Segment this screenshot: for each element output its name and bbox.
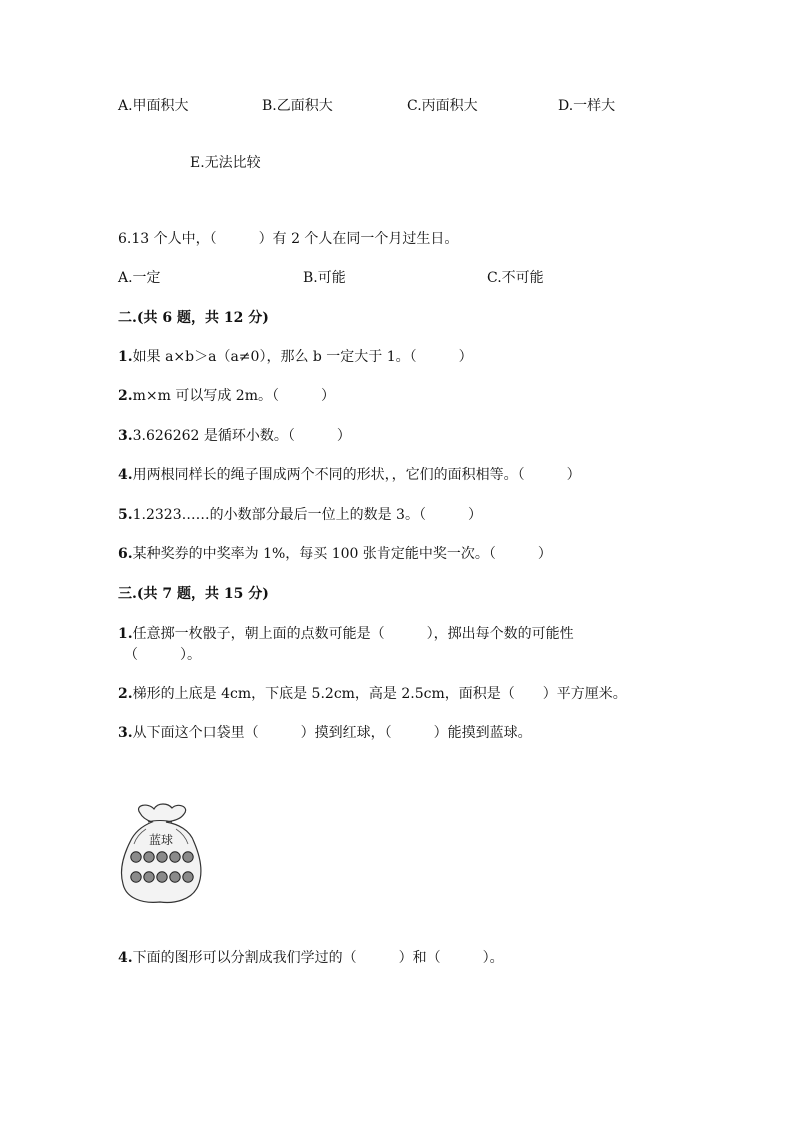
bag-label: 蓝球 bbox=[148, 833, 174, 847]
blue-ball bbox=[157, 872, 167, 882]
s3-item-3 bbox=[118, 723, 532, 743]
s3-item-4-number: 4. bbox=[118, 950, 133, 966]
blue-ball bbox=[144, 852, 154, 862]
q5-option-b: B.乙面积大 bbox=[262, 98, 333, 114]
s3-item-4 bbox=[118, 948, 504, 968]
q6-stem: 6.13 个人中，（ ）有 2 个人在同一个月过生日。 bbox=[118, 231, 459, 247]
s2-item-1 bbox=[118, 347, 473, 367]
blue-ball bbox=[131, 852, 141, 862]
blue-ball bbox=[183, 872, 193, 882]
s2-item-1-text: 如果 a×b＞a（a≠0），那么 b 一定大于 1。（ ） bbox=[132, 349, 473, 365]
s3-item-1-number: 1. bbox=[118, 626, 133, 642]
s2-item-6 bbox=[118, 544, 552, 564]
q5-option-a: A.甲面积大 bbox=[118, 98, 189, 114]
blue-ball bbox=[170, 852, 180, 862]
s2-item-6-number: 6. bbox=[118, 546, 133, 562]
blue-ball bbox=[170, 872, 180, 882]
s2-item-5-text: 1.2323……的小数部分最后一位上的数是 3。（ ） bbox=[132, 507, 482, 523]
q6-option-c: C.不可能 bbox=[487, 270, 544, 286]
s3-item-2-number: 2. bbox=[118, 686, 133, 702]
ball-bag-figure bbox=[118, 800, 208, 906]
s2-item-2-text: m×m 可以写成 2m。（ ） bbox=[132, 388, 335, 404]
s3-item-1 bbox=[118, 624, 574, 644]
s2-item-3-text: 3.626262 是循环小数。（ ） bbox=[132, 428, 351, 444]
s2-item-2 bbox=[118, 386, 335, 406]
s2-item-4-text: 用两根同样长的绳子围成两个不同的形状，，它们的面积相等。（ ） bbox=[132, 467, 581, 483]
s3-item-2 bbox=[118, 684, 627, 704]
s2-item-4 bbox=[118, 465, 581, 485]
s3-item-3-text: 从下面这个口袋里（ ）摸到红球，（ ）能摸到蓝球。 bbox=[132, 725, 532, 741]
s2-item-2-number: 2. bbox=[118, 388, 133, 404]
s2-item-3-number: 3. bbox=[118, 428, 133, 444]
q6-option-b: B.可能 bbox=[303, 270, 346, 286]
q5-option-d: D.一样大 bbox=[558, 98, 616, 114]
q6-option-a: A.一定 bbox=[118, 270, 161, 286]
section-2-title: 二.(共 6 题，共 12 分) bbox=[118, 310, 269, 326]
s2-item-5-number: 5. bbox=[118, 507, 133, 523]
s3-item-1-text: 任意掷一枚骰子，朝上面的点数可能是（ ），掷出每个数的可能性 bbox=[132, 626, 574, 642]
blue-ball bbox=[144, 872, 154, 882]
s2-item-6-text: 某种奖券的中奖率为 1%，每买 100 张肯定能中奖一次。（ ） bbox=[132, 546, 552, 562]
section-3-title: 三.(共 7 题，共 15 分) bbox=[118, 586, 269, 602]
blue-ball bbox=[183, 852, 193, 862]
q5-option-c: C.丙面积大 bbox=[407, 98, 478, 114]
s2-item-1-number: 1. bbox=[118, 349, 133, 365]
s3-item-4-text: 下面的图形可以分割成我们学过的（ ）和（ ）。 bbox=[132, 950, 504, 966]
blue-ball bbox=[157, 852, 167, 862]
s2-item-4-number: 4. bbox=[118, 467, 133, 483]
blue-ball bbox=[131, 872, 141, 882]
q5-option-e: E.无法比较 bbox=[190, 155, 261, 171]
s3-item-2-text: 梯形的上底是 4cm，下底是 5.2cm，高是 2.5cm，面积是（ ）平方厘米。 bbox=[132, 686, 627, 702]
s2-item-3 bbox=[118, 426, 351, 446]
s2-item-5 bbox=[118, 505, 482, 525]
s3-item-3-number: 3. bbox=[118, 725, 133, 741]
s3-item-1-continuation: （ ）。 bbox=[124, 647, 201, 663]
